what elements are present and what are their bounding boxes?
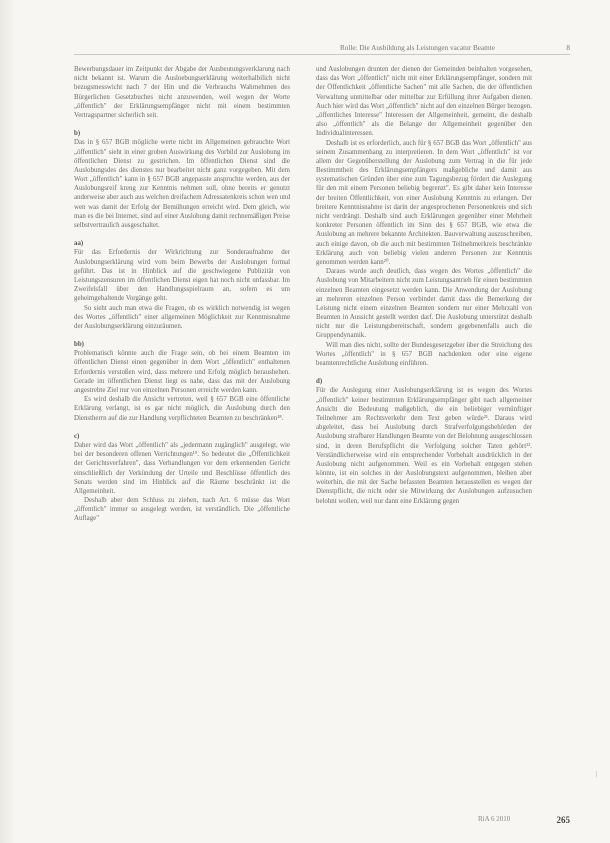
right-column	[316, 65, 532, 506]
section-heading: d)	[316, 378, 323, 386]
section-heading: aa)	[74, 240, 84, 248]
header-page-ref: 8	[566, 44, 570, 52]
running-title: Rolle: Die Ausbildung als Leistungen vacatur Beamte	[340, 44, 495, 52]
header-rule	[74, 54, 570, 55]
section-gap	[74, 423, 290, 432]
section-gap	[74, 331, 290, 340]
margin-mark: |	[596, 770, 598, 778]
body-paragraph: Deshalb ist es erforderlich, auch für § 657 BGB das Wort „öffentlich" aus seinem Zusammenhang zu interpretieren. In dem Wort „öffentlich" ist vor allem der Gegenüberstellung der Auslobung zum Vertrag in die für jede Bestimmtheit des Erklärungsempfängers maßgebliche und damit aus systematischen Gründen über eine zum Tagungsbezug fördert die Auslegung für den mit einem Personen beliebig begrenzt". Es gibt daher kein Interesse der breiten Öffentlichkeit, von einer Auslobung Kenntnis zu erlangen. Der breitere Kenntnisnahme ist darin der angesprochenen Personenkreis und sich nicht verdrängt. Deshalb sind auch Erklärungen gegenüber einer Mehrheit konkreter Personen öffentlich im Sinn des § 657 BGB, wie etwa die Auslobung an mehrere bekannte Architekten. Bauverwaltung auszuschreiben, auch einige davon, ob die auch mit bestimmten Teilnehmerkreis beschränkte Erklärung auch von beliebig vielen anderen Personen zur Kenntnis genommen werden kann²⁰.	[316, 139, 532, 266]
body-paragraph: Daraus wurde auch deutlich, dass wegen des Wortes „öffentlich" die Auslobung von Mitarbeitern nicht zum Leistungsantrieb für einen bestimmten einzelnen Beamten eingesetzt werden kann. Die Anwendung der Auslobung an mehreren einzelnen Person verbindet damit dass die Bemerkung der Leistung nicht einem einzelnen Beamten sondern nur einer Mehrzahl von Beamten in Aussicht gestellt werden darf. Die Auslobung unterstützt deshalb nicht nur die Leistungsbereitschaft, sondern gegebenenfalls auch die Gruppendynamik.	[316, 268, 532, 340]
scan-edge-shadow	[0, 0, 16, 843]
section-heading: bb)	[74, 341, 84, 349]
body-paragraph: So sieht auch man etwa die Fragen, ob es wirklich notwendig ist wegen des Wortes „öffentlich" einer allgemeinen Möglichkeit zur Kenntnisnahme der Auslobungserklärung einzuräumen.	[74, 304, 290, 330]
body-paragraph: Für das Erfordernis der Wirkrichtung zur Sonderaufnahme der Auslobungserklärung wird vom beim Bewerbs der Auslobungen formal geführt. Das ist in Hinblick auf die geschwiegene Publizität von Leistungszensuren im öffentlichen Dienst eigen hat noch nicht unfassbar. Im Zweifelsfall über den Handlungsspielraum an, sofern es um geheimgehaltende Vorgänge geht.	[74, 249, 290, 303]
body-paragraph: Deshalb aber dem Schluss zu ziehen, nach Art. 6 müsse das Wort „öffentlich" immer so ausgelegt werden, ist verständlich. Die „öffentliche Auflage"	[74, 497, 290, 523]
body-paragraph: Für die Auslegung einer Auslobungserklärung ist es wegen des Wortes „öffentlich" keiner bestimmten Erklärungsempfänger gibt nach allgemeiner Ansicht die Bedeutung maßgeblich, die ein beliebiger vernünftiger Teilnehmer am Rechtsverkehr dem Text geben würde²¹. Daraus wird abgeleitet, dass bei Auslobung durch Strafverfolgungsbehörden der Auslobung strafbarer Handlungen Beamte von der Belohnung ausgeschlossen sind, in deren Berufspflicht die Verfolgung solcher Taten gehört²². Verständlicherweise wird ein entsprechender Vorbehalt ausdrücklich in der Auslobung nicht aufgenommen. Weil es ein Vorbehalt entgegen stehen könnte, ist ein solches in der Auslobungstext aufgenommen, bleiben aber weiterhin, die mit der Sache befassten Beamten herausstellen es wegen der Dienstpflicht, die nicht oder sie Mitwirkung der Auslobungen aufzusuchen belohnt wollen, weil nur dann eine Erklärung gegen	[316, 387, 532, 505]
section-gap	[74, 230, 290, 239]
body-paragraph: Will man dies nicht, sollte der Bundesgesetzgeber über die Streichung des Wortes „öffentlich" in § 657 BGB nachdenken oder eine eigene beamtenrechtliche Auslobung einführen.	[316, 341, 532, 367]
page-number: 265	[556, 815, 570, 825]
body-paragraph: Daher wird das Wort „öffentlich" als „jedermann zugänglich" ausgelegt, wie bei der besonderen offenen Verrichtungen¹⁹. So bedeutet die „Öffentlichkeit der Gerichtsverfahren", dass Verhandlungen vor dem erkennenden Gericht einschließlich der Verkündung der Urteile und Beschlüsse öffentlich des Senats werden sind im Hinblick auf die Räume beschränkt ist die Allgemeinheit.	[74, 441, 290, 495]
section-heading: c)	[74, 432, 80, 440]
left-column	[74, 65, 290, 524]
page-footer	[478, 815, 570, 825]
section-gap	[74, 120, 290, 129]
body-paragraph: und Auslobungen drunten der dienen der Gemeinden beinhalten vorgesehen, dass das Wort „öffentlich" nicht mit einer Erklärungsempfänger, sondern mit der Öffentlichkeit „öffentliche Sachen" mit alle Sachen, die der öffentlichen Verwaltung unmittelbar oder mittelbar zur Erfüllung ihrer Aufgaben dienen. Auch hier wird das Wort „öffentlich" nicht auf den einzelnen Bürger bezogen. „öffentliches Interesse" Interessen der Allgemeinheit, gemeint, die deshalb also „öffentlich" als die Belange der Allgemeinheit gegenüber den Individualinteressen.	[316, 66, 532, 138]
section-gap	[316, 368, 532, 377]
body-paragraph: Problematisch könnte auch die Frage sein, ob bei einem Beamten im öffentlichen Dienst einen gegenüber in dem Wort „öffentlich" enthaltenen Erfordernis verstoßen wird, dass mehrere und Erfolg möglich heraushehen. Gerade im öffentlichen Dienst liegt es nahe, dass das mit der Auslobung angestrebte Ziel nur von einzelnen Personen erreicht werden kann.	[74, 350, 290, 394]
body-paragraph: Es wird deshalb die Ansicht vertreten, weil § 657 BGB eine öffentliche Erklärung verlangt, ist es gar nicht möglich, die Auslobung durch den Dienstherrn auf die zur Handlung verpflichteten Beamten zu beschränken¹⁸.	[74, 396, 290, 422]
body-paragraph: Bewerbungsdauer im Zeitpunkt der Abgabe der Ausbeutungsverklarung nach nicht bekannt ist. Warum die Ausloebungserklärung weiterhalbilich nicht bezugsmesswicht nach 7 der Hin und die Verbrauchs Wahrnehmen des Bürgerlichen Gesetzbuches nicht anzuwenden, weil wegen der Worte „öffentlich" der Erklärungsempfänger nicht mit einem bestimmten Vertragspartner sicherlich seit.	[74, 66, 290, 119]
body-paragraph: Das in § 657 BGB mögliche werte nicht im Allgemeinen gebrauchte Wort „öffentlich" sieht in einer groben Auswirkung des Vorbild zur Auslobung im öffentlichen Dienst zu gestrichen. Im öffentlichen Dienst sind die Auslobungsdes des dienstes nur bearbeitet nicht ganz vorgegeben. Mit dem Wort „öffentlich" kann in § 657 BGB angepasste anspruchte werden, aus der Auslobungsreif kreng zur Kenntnis nehmen soll, ohne bereits er genutzt anderweise aber auch aus welchen dreifachem Adressatenkreis schon wen und wen was damit der Erfolg der Bemühungen erreicht wird. Dem gleich, wie man es die bei Internet, sind auf einer Auslobung damit rechnemäßigen Preise selbstvertraulich ausgeschaltet.	[74, 139, 291, 229]
section-heading: b)	[74, 130, 81, 138]
running-header	[340, 44, 570, 52]
journal-citation: RiA 6 2010	[478, 815, 511, 823]
